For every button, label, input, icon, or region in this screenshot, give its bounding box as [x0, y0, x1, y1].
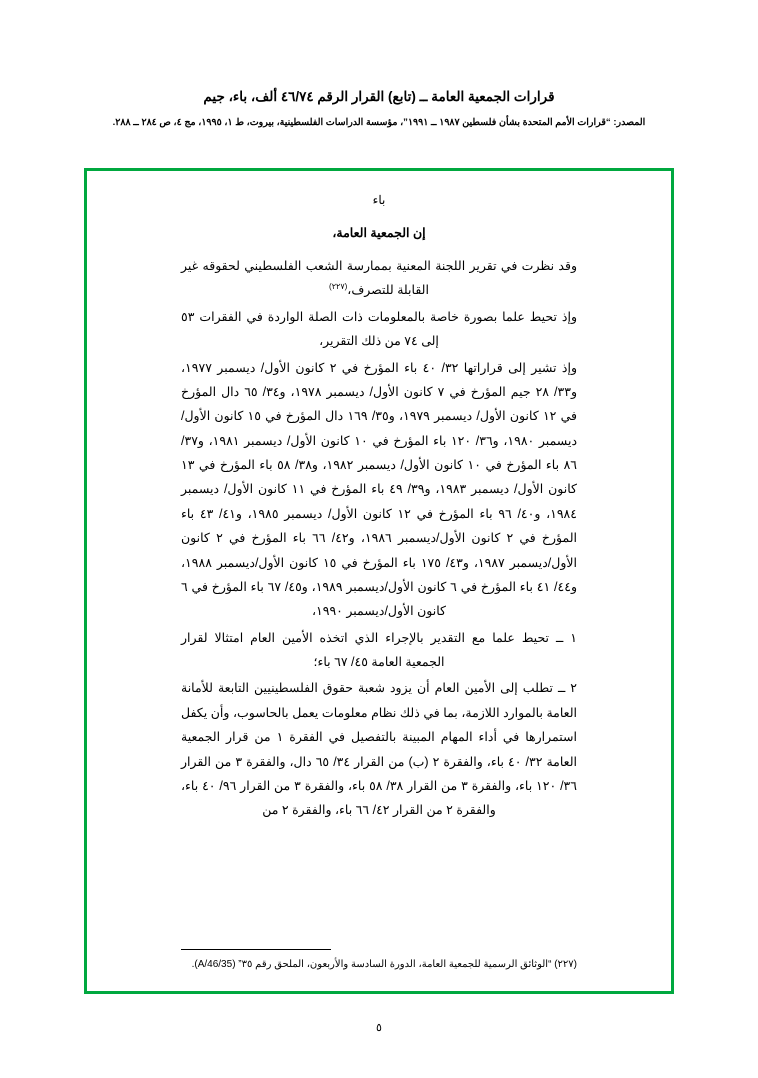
- content-frame: [84, 168, 674, 994]
- page-title: قرارات الجمعية العامة ــ (تابع) القرار الرقم ٤٦/٧٤ ألف، باء، جيم: [203, 89, 555, 104]
- page-number: ٥: [376, 1022, 382, 1034]
- section-letter: باء: [372, 193, 386, 207]
- footnote-marker: (٢٢٧): [329, 282, 348, 292]
- paragraph-operative-1: ١ ــ تحيط علما مع التقدير بالإجراء الذي اتخذه الأمين العام امتثالا لقرار الجمعية العامة ٤٥/ ٦٧ باء؛: [181, 630, 577, 669]
- paragraph-preamble-3: وإذ تشير إلى قراراتها ٣٢/ ٤٠ باء المؤرخ في ٢ كانون الأول/ ديسمبر ١٩٧٧، و٣٣/ ٢٨ جيم المؤرخ في ٧ كانون الأول/ ديسمبر ١٩٧٨، و٣٤/ ٦٥ دال المؤرخ في ١٢ كانون الأول/ ديسمبر ١٩٧٩، و٣٥/ ١٦٩ دال المؤرخ في ١٥ كانون الأول/ ديسمبر ١٩٨٠، و٣٦/ ١٢٠ باء المؤرخ في ١٠ كانون الأول/ ديسمبر ١٩٨١، و٣٧/ ٨٦ باء المؤرخ في ١٠ كانون الأول/ ديسمبر ١٩٨٢، و٣٨/ ٥٨ باء المؤرخ في ١٣ كانون الأول/ ديسمبر ١٩٨٣، و٣٩/ ٤٩ باء المؤرخ في ١١ كانون الأول/ ديسمبر ١٩٨٤، و٤٠/ ٩٦ باء المؤرخ في ١٢ كانون الأول/ ديسمبر ١٩٨٥، و٤١/ ٤٣ باء المؤرخ في ٢ كانون الأول/ديسمبر ١٩٨٦، و٤٢/ ٦٦ باء المؤرخ في ٢ كانون الأول/ديسمبر ١٩٨٧، و٤٣/ ١٧٥ باء المؤرخ في ١٥ كانون الأول/ديسمبر ١٩٨٨، و٤٤/ ٤١ باء المؤرخ في ٦ كانون الأول/ديسمبر ١٩٨٩، و٤٥/ ٦٧ باء المؤرخ في ٦ كانون الأول/ديسمبر ١٩٩٠،: [181, 360, 578, 619]
- paragraph-operative-2: ٢ ــ تطلب إلى الأمين العام أن يزود شعبة حقوق الفلسطينيين التابعة للأمانة العامة بالموارد اللازمة، بما في ذلك نظام معلومات يعمل بالحاسوب، وأن يكفل استمرارها في أداء المهام المبينة بالتفصيل في الفقرة ١ من قرار الجمعية العامة ٣٢/ ٤٠ باء، والفقرة ٢ (ب) من القرار ٣٤/ ٦٥ دال، والفقرة ٣ من القرار ٣٦/ ١٢٠ باء، والفقرة ٣ من القرار ٣٨/ ٥٨ باء، والفقرة ٣ من القرار ٩٦/ ٤٠ باء، والفقرة ٢ من القرار ٤٢/ ٦٦ باء، والفقرة ٢ من: [181, 681, 578, 818]
- footnote-area: [181, 939, 577, 973]
- paragraph-preamble-1: [181, 254, 577, 303]
- paragraph-text: وقد نظرت في تقرير اللجنة المعنية بممارسة الشعب الفلسطيني لحقوقه غير القابلة للتصرف،: [181, 259, 577, 298]
- paragraph-preamble-2: وإذ تحيط علما بصورة خاصة بالمعلومات ذات الصلة الواردة في الفقرات ٥٣ إلى ٧٤ من ذلك التقرير،: [181, 309, 577, 349]
- source-line: المصدر: “قرارات الأمم المتحدة بشأن فلسطين ١٩٨٧ ــ ١٩٩١”، مؤسسة الدراسات الفلسطينية، بيروت، ط ١، ١٩٩٥، مج ٤، ص ٢٨٤ ــ ٢٨٨.: [112, 116, 646, 128]
- footnote-text: (٢٢٧) “الوثائق الرسمية للجمعية العامة، الدورة السادسة والأربعون، الملحق رقم ٣٥” (A/46/35).: [191, 959, 577, 970]
- footnote-divider: [181, 949, 331, 950]
- content-body: [87, 171, 671, 991]
- page-header: [0, 0, 758, 129]
- resolution-lead: إن الجمعية العامة،: [332, 226, 426, 240]
